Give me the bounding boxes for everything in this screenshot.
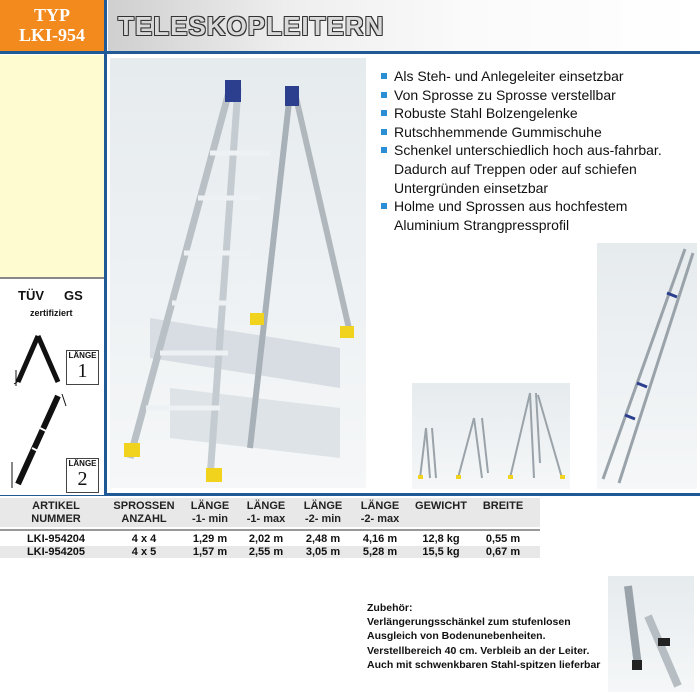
feature-item: Rutschhemmende Gummischuhe [380, 123, 690, 142]
accessory-photo [608, 576, 694, 692]
feature-item: Von Sprosse zu Sprosse verstellbar [380, 86, 690, 105]
extended-ladder-icon [8, 392, 68, 492]
header-line: LÄNGE [360, 500, 400, 512]
length-2-box [66, 458, 99, 493]
table-cell: 3,05 m [305, 546, 341, 558]
ladder-variants-illustration [412, 383, 570, 489]
header-length-2-min [294, 500, 352, 526]
table-row [0, 533, 540, 545]
table-cell: 5,28 m [362, 546, 398, 558]
product-photo [110, 58, 366, 488]
table-cell: 2,55 m [248, 546, 284, 558]
table-cell: LKI-954205 [26, 546, 86, 558]
header-line: LÄNGE [303, 500, 343, 512]
length-2-label: LÄNGE [68, 459, 97, 468]
type-badge [0, 0, 104, 51]
a-frame-ladder-illustration [110, 58, 366, 488]
header-line: ANZAHL [121, 513, 167, 525]
header-line: -2- max [360, 513, 400, 525]
extension-leg-illustration [608, 576, 694, 692]
header-line: GEWICHT [415, 500, 467, 512]
table-cell: 0,67 m [485, 546, 521, 558]
table-cell: LKI-954204 [26, 533, 86, 545]
table-cell: 4 x 5 [131, 546, 157, 558]
type-code: LKI-954 [18, 25, 85, 45]
spec-table-header [0, 498, 540, 527]
header-rungs [106, 500, 182, 526]
header-line: -2- min [304, 513, 342, 525]
type-label: TYP [34, 5, 70, 25]
table-cell: 2,48 m [305, 533, 341, 545]
header-line: NUMMER [31, 513, 81, 525]
feature-item: Robuste Stahl Bolzengelenke [380, 104, 690, 123]
accessory-text: Verlängerungsschänkel zum stufenlosen Ausgleich von Bodenunebenheiten. Verstellbereich 40 cm. Verbleib an der Leiter. Auch mit schwenkbaren Stahl-spitzen lieferbar [367, 616, 601, 671]
header-line: ARTIKEL [32, 500, 80, 512]
header-width [474, 500, 532, 513]
extended-ladder-photo [597, 243, 697, 489]
header-line: LÄNGE [190, 500, 230, 512]
feature-list [380, 67, 690, 234]
table-cell: 4 x 4 [131, 533, 157, 545]
extended-ladder-illustration [597, 243, 697, 489]
page-title: TELESKOPLEITERN [118, 11, 385, 41]
length-1-label: LÄNGE [68, 351, 97, 360]
table-cell: 12,8 kg [422, 533, 460, 545]
header-weight [408, 500, 474, 513]
header-line: SPROSSEN [113, 500, 175, 512]
table-row [0, 546, 540, 558]
gs-label: GS [64, 288, 83, 303]
table-cell: 2,02 m [248, 533, 284, 545]
feature-item: Schenkel unterschiedlich hoch aus-fahrbar. Dadurch auf Treppen oder auf schiefen Untergründen einsetzbar [380, 141, 690, 197]
table-divider [0, 529, 540, 531]
length-1-number: 1 [77, 360, 88, 382]
tuv-label: TÜV [18, 288, 44, 303]
table-cell: 4,16 m [362, 533, 398, 545]
header-length-2-max [352, 500, 408, 526]
divider-bottom [0, 493, 700, 496]
header-line: -1- min [191, 513, 229, 525]
header-line: -1- max [246, 513, 286, 525]
table-cell: 1,57 m [192, 546, 228, 558]
divider-vertical [104, 0, 107, 496]
length-1-box [66, 350, 99, 385]
length-2-number: 2 [77, 468, 88, 490]
certified-label: zertifiziert [30, 308, 73, 318]
table-cell: 1,29 m [192, 533, 228, 545]
header-length-1-min [182, 500, 238, 526]
table-cell: 0,55 m [485, 533, 521, 545]
header-line: LÄNGE [246, 500, 286, 512]
header-line: BREITE [482, 500, 524, 512]
feature-item: Als Steh- und Anlegeleiter einsetzbar [380, 67, 690, 86]
header-length-1-max [238, 500, 294, 526]
header-article [10, 500, 102, 526]
table-cell: 15,5 kg [422, 546, 460, 558]
folded-ladder-icon [8, 330, 68, 390]
ladder-variants-photo [412, 383, 570, 489]
accessory-title: Zubehör: [367, 602, 413, 614]
feature-item: Holme und Sprossen aus hochfestem Aluminium Strangpressprofil [380, 197, 690, 234]
